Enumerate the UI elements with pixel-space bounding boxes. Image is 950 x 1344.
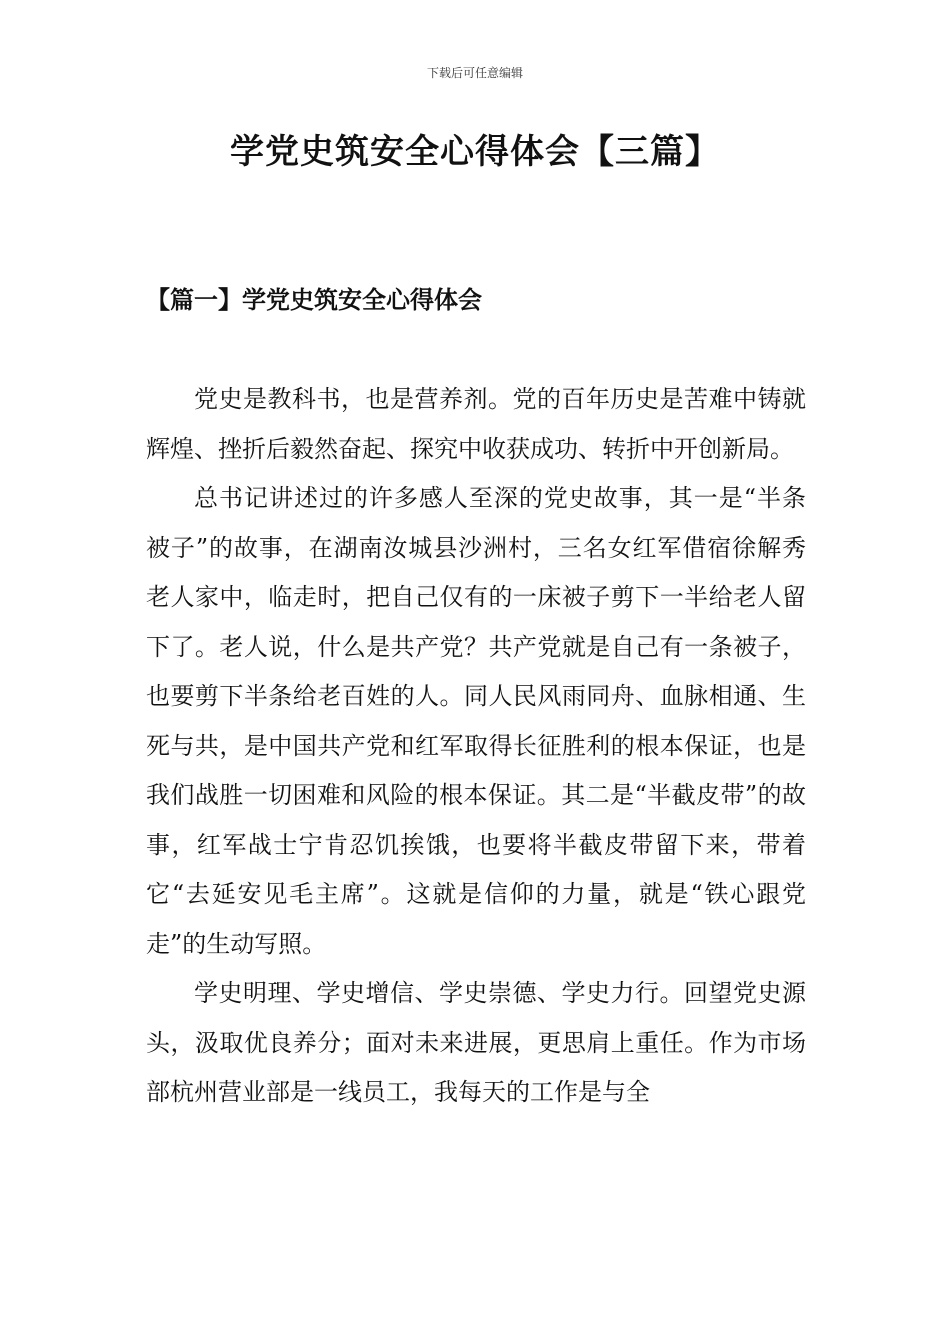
paragraph: 学史明理、学史增信、学史崇德、学史力行。回望党史源头，汲取优良养分；面对未来进展，更思肩上重任。作为市场部杭州营业部是一线员工，我每天的工作是与全	[146, 979, 806, 1106]
document-title: 学党史筑安全心得体会【三篇】	[230, 132, 720, 172]
header-note: 下载后可任意编辑	[426, 66, 523, 80]
paragraph: 总书记讲述过的许多感人至深的党史故事，其一是“半条被子”的故事，在湖南汝城县沙洲村，三名女红军借宿徐解秀老人家中，临走时，把自己仅有的一床被子剪下一半给老人留下了。老人说，什么是共产党？共产党就是自己有一条被子，也要剪下半条给老百姓的人。同人民风雨同舟、血脉相通、生死与共，是中国共产党和红军取得长征胜利的根本保证，也是我们战胜一切困难和风险的根本保证。其二是“半截皮带”的故事，红军战士宁肯忍饥挨饿，也要将半截皮带留下来，带着它“去延安见毛主席”。这就是信仰的力量，就是“铁心跟党走”的生动写照。	[146, 484, 806, 958]
document-body	[146, 375, 806, 1118]
section-heading: 【篇一】学党史筑安全心得体会	[146, 285, 482, 314]
paragraph: 党史是教科书，也是营养剂。党的百年历史是苦难中铸就辉煌、挫折后毅然奋起、探究中收获成功、转折中开创新局。	[146, 385, 806, 463]
